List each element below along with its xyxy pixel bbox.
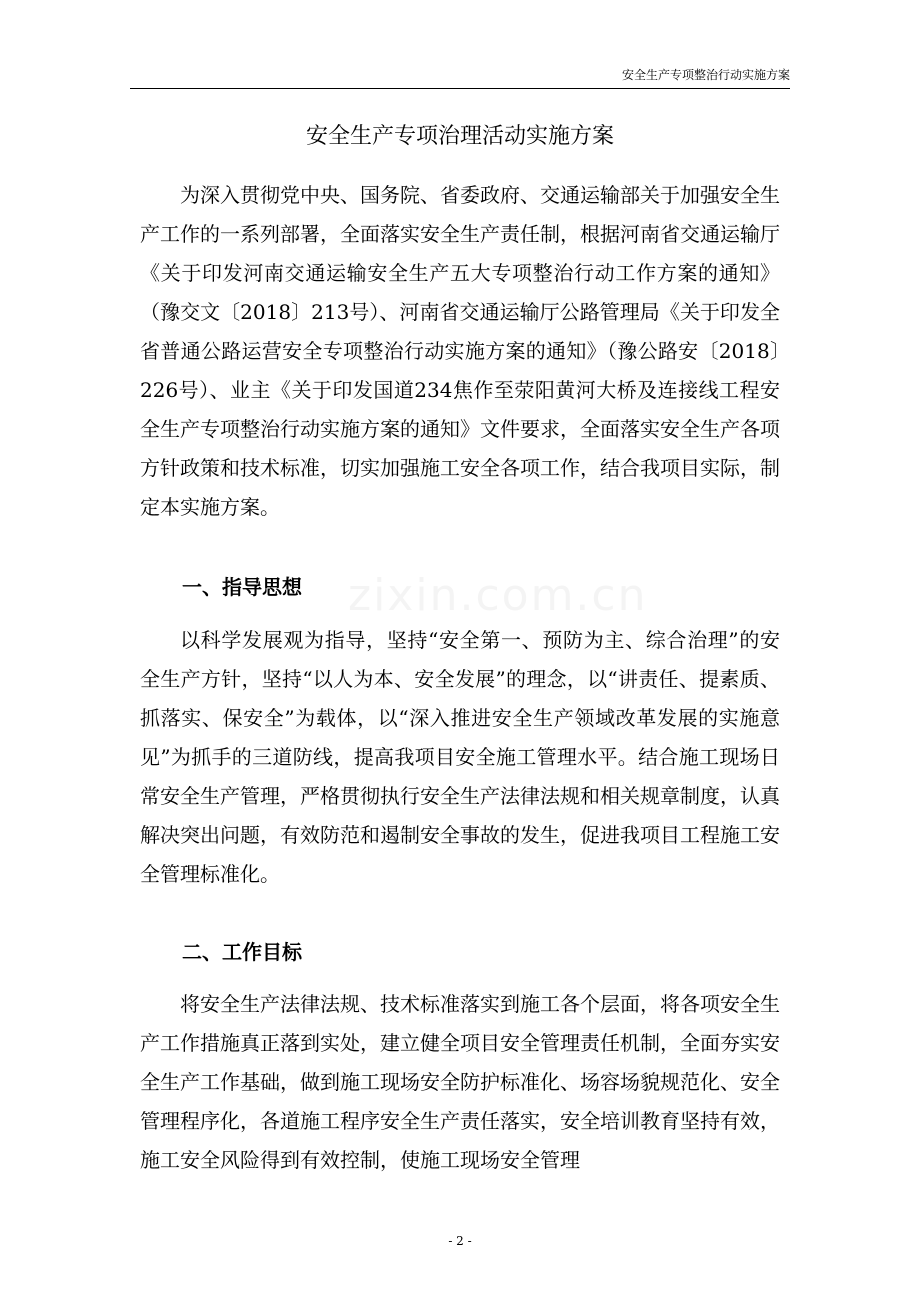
section-heading-guiding-ideology: 一、指导思想 bbox=[182, 575, 302, 599]
section-body-work-goals: 将安全生产法律法规、技术标准落实到施工各个层面，将各项安全生产工作措施真正落到实处，建立健全项目安全管理责任机制，全面夯实安全生产工作基础，做到施工现场安全防护标准化、场容场貌规范化、安全管理程序化，各道施工程序安全生产责任落实，安全培训教育坚持有效，施工安全风险得到有效控制，使施工现场安全管理 bbox=[140, 992, 780, 1172]
intro-paragraph: 为深入贯彻党中央、国务院、省委政府、交通运输部关于加强安全生产工作的一系列部署，全面落实安全生产责任制，根据河南省交通运输厅《关于印发河南交通运输安全生产五大专项整治行动工作方案的通知》（豫交文〔2018〕213号）、河南省交通运输厅公路管理局《关于印发全省普通公路运营安全专项整治行动实施方案的通知》（豫公路安〔2018〕226号）、业主《关于印发国道234焦作至荥阳黄河大桥及连接线工程安全生产专项整治行动实施方案的通知》文件要求，全面落实安全生产各项方针政策和技术标准，切实加强施工安全各项工作，结合我项目实际，制定本实施方案。 bbox=[140, 183, 780, 519]
section-body-guiding-ideology: 以科学发展观为指导，坚持“安全第一、预防为主、综合治理”的安全生产方针，坚持“以人为本、安全发展”的理念，以“讲责任、提素质、抓落实、保安全”为载体，以“深入推进安全生产领域改革发展的实施意见”为抓手的三道防线，提高我项目安全施工管理水平。结合施工现场日常安全生产管理，严格贯彻执行安全生产法律法规和相关规章制度，认真解决突出问题，有效防范和遏制安全事故的发生，促进我项目工程施工安全管理标准化。 bbox=[140, 628, 780, 886]
section-heading-work-goals: 二、工作目标 bbox=[182, 940, 302, 964]
document-title: 安全生产专项治理活动实施方案 bbox=[305, 124, 614, 149]
running-header bbox=[130, 66, 790, 89]
page-number: - 2 - bbox=[448, 1234, 472, 1248]
running-header-title: 安全生产专项整治行动实施方案 bbox=[621, 68, 790, 82]
watermark: zixin.com.cn bbox=[348, 570, 648, 621]
